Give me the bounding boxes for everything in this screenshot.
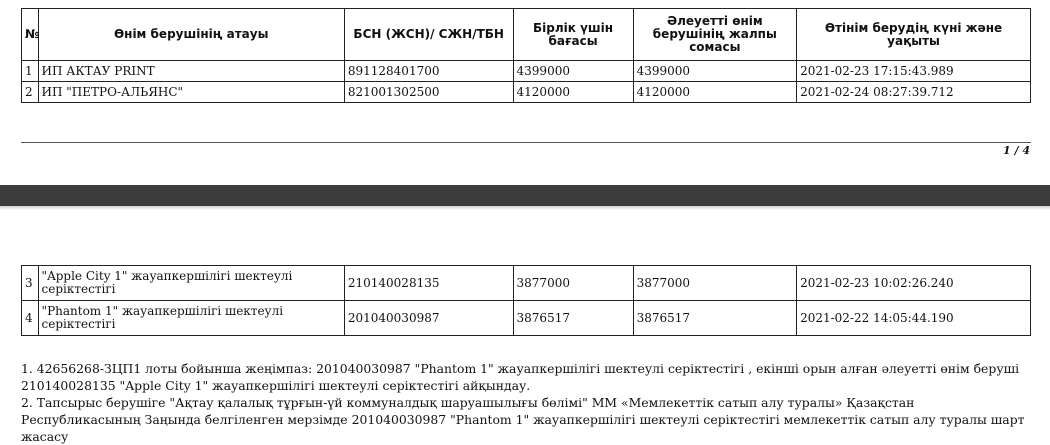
- header-row: [22, 9, 1031, 61]
- cell-supplier-name: ИП АКТАУ PRINT: [38, 61, 344, 82]
- cell-datetime: 2021-02-23 17:15:43.989: [797, 61, 1031, 82]
- cell-total-amount: 3876517: [633, 301, 797, 336]
- note-contract: 2. Тапсырыс берушіге "Ақтау қалалық тұрғын-үй коммуналдық шаруашылығы бөлімі" ММ «Мемлекеттік сатып алу туралы» Қазақстан Республикасының Заңында белгіленген мерзімде 201040030987 "Phantom 1" жауапкершілігі шектеулі серіктестігі мемлекеттік сатып алу туралы шарт жасасу: [21, 395, 1025, 444]
- table-row: [22, 301, 1031, 336]
- cell-unit-price: 3877000: [513, 266, 633, 301]
- cell-unit-price: 3876517: [513, 301, 633, 336]
- cell-bin: 210140028135: [344, 266, 513, 301]
- note-winner: 1. 42656268-ЗЦП1 лоты бойынша жеңімпаз: 201040030987 "Phantom 1" жауапкершілігі шектеулі серіктестігі , екінші орын алған әлеуетті өнім беруші 210140028135 "Apple City 1" жауапкершілігі шектеулі серіктестігі айқындау.: [21, 361, 1020, 393]
- cell-total-amount: 4399000: [633, 61, 797, 82]
- cell-unit-price: 4399000: [513, 61, 633, 82]
- table-row: [22, 82, 1031, 103]
- cell-total-amount: 3877000: [633, 266, 797, 301]
- bids-table-page1: [21, 8, 1031, 103]
- page-break-gap: [0, 185, 1050, 206]
- cell-number: 4: [22, 301, 39, 336]
- page-footer-divider: [21, 142, 1031, 143]
- decision-notes: [21, 360, 1036, 445]
- cell-number: 1: [22, 61, 39, 82]
- cell-bin: 201040030987: [344, 301, 513, 336]
- header-submission-datetime: Өтінім берудің күні және уақыты: [797, 9, 1031, 61]
- header-unit-price: Бірлік үшін бағасы: [513, 9, 633, 61]
- cell-total-amount: 4120000: [633, 82, 797, 103]
- header-total-amount: Әлеуетті өнім берушінің жалпы сомасы: [633, 9, 797, 61]
- cell-datetime: 2021-02-23 10:02:26.240: [797, 266, 1031, 301]
- page-indicator: 1 / 4: [1003, 144, 1030, 157]
- header-supplier-name: Өнім берушінің атауы: [38, 9, 344, 61]
- bids-table-page2: [21, 265, 1031, 336]
- table-row: [22, 61, 1031, 82]
- page-break-shadow: [0, 206, 1050, 210]
- cell-number: 3: [22, 266, 39, 301]
- cell-supplier-name: "Phantom 1" жауапкершілігі шектеулі серіктестігі: [38, 301, 344, 336]
- header-bin: БСН (ЖСН)/ СЖН/ТБН: [344, 9, 513, 61]
- cell-bin: 891128401700: [344, 61, 513, 82]
- table-row: [22, 266, 1031, 301]
- cell-supplier-name: ИП "ПЕТРО-АЛЬЯНС": [38, 82, 344, 103]
- cell-datetime: 2021-02-24 08:27:39.712: [797, 82, 1031, 103]
- cell-unit-price: 4120000: [513, 82, 633, 103]
- header-number: №: [22, 9, 39, 61]
- cell-supplier-name: "Apple City 1" жауапкершілігі шектеулі серіктестігі: [38, 266, 344, 301]
- cell-bin: 821001302500: [344, 82, 513, 103]
- cell-datetime: 2021-02-22 14:05:44.190: [797, 301, 1031, 336]
- cell-number: 2: [22, 82, 39, 103]
